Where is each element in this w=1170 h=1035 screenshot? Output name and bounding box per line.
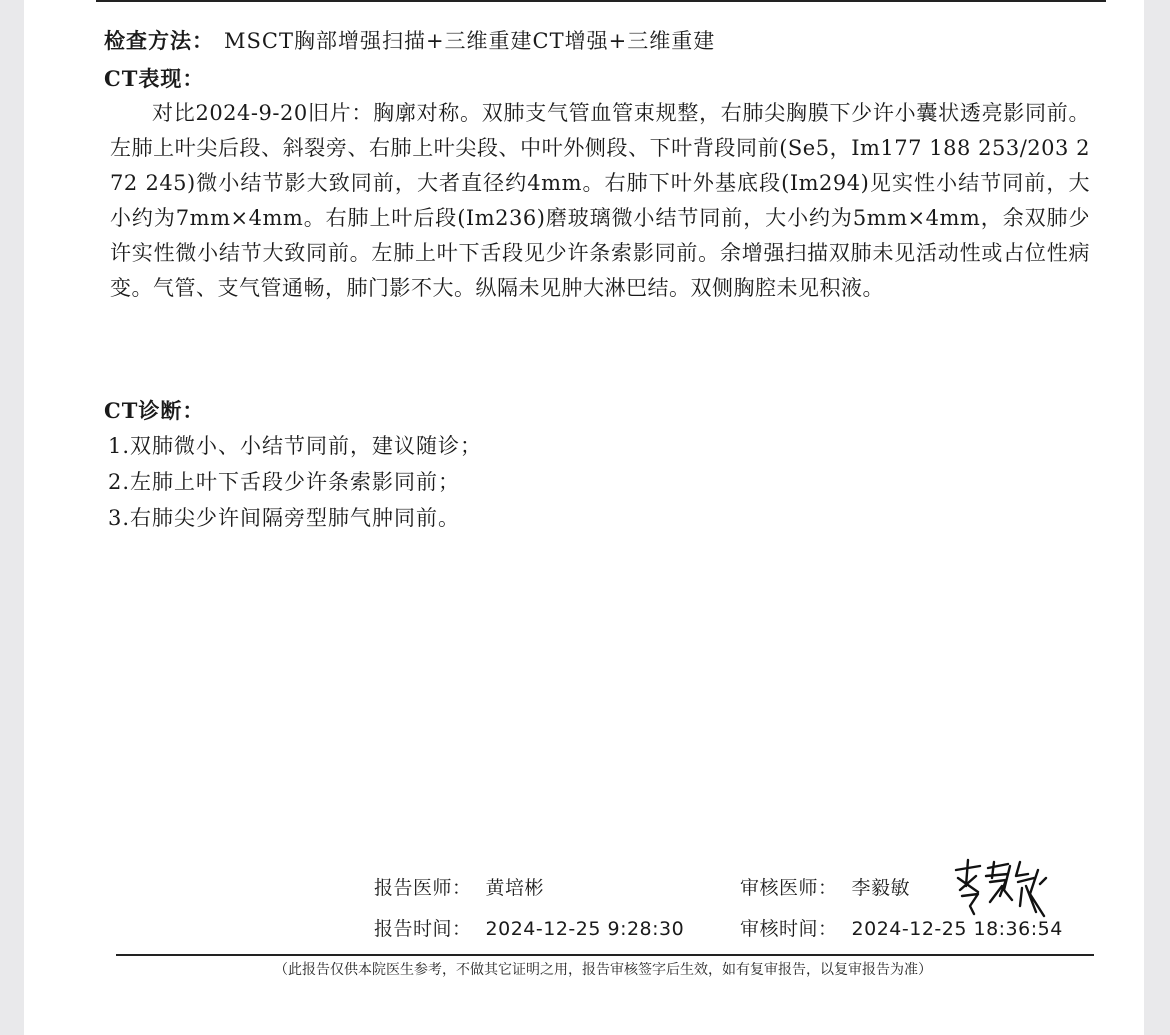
- review-time-row: [740, 916, 1063, 942]
- reporter-name: 黄培彬: [485, 877, 545, 899]
- reporter-row: [374, 875, 544, 901]
- top-divider: [96, 0, 1106, 2]
- exam-method-label: 检查方法：: [104, 28, 214, 53]
- findings-label: CT表现：: [104, 66, 205, 91]
- reporter-label: 报告医师：: [374, 877, 472, 899]
- reviewer-label: 审核医师：: [740, 877, 838, 899]
- diagnosis-list: [108, 428, 482, 536]
- disclaimer-text: （此报告仅供本院医生参考，不做其它证明之用，报告审核签字后生效，如有复审报告，以复审报告为准）: [274, 962, 932, 978]
- bottom-divider: [116, 954, 1094, 956]
- diagnosis-item-3: 3.右肺尖少许间隔旁型肺气肿同前。: [108, 506, 461, 530]
- diagnosis-item-1: 1.双肺微小、小结节同前，建议随诊；: [108, 434, 483, 458]
- reviewer-row: [740, 875, 910, 901]
- diagnosis-label: CT诊断：: [104, 398, 205, 423]
- report-time-value: 2024-12-25 9:28:30: [485, 918, 685, 940]
- reviewer-name: 李毅敏: [851, 877, 911, 899]
- handwritten-signature-icon: [950, 856, 1050, 920]
- report-time-row: [374, 916, 684, 942]
- report-time-label: 报告时间：: [374, 918, 472, 940]
- report-page: [24, 0, 1144, 1035]
- exam-method-value: MSCT胸部增强扫描+三维重建CT增强+三维重建: [224, 29, 716, 53]
- diagnosis-item-2: 2.左肺上叶下舌段少许条索影同前；: [108, 470, 461, 494]
- review-time-label: 审核时间：: [740, 918, 838, 940]
- review-time-value: 2024-12-25 18:36:54: [851, 918, 1063, 940]
- findings-text: 对比2024-9-20旧片：胸廓对称。双肺支气管血管束规整，右肺尖胸膜下少许小囊状透亮影同前。左肺上叶尖后段、斜裂旁、右肺上叶尖段、中叶外侧段、下叶背段同前(Se5，Im177 188 253/203 272 245)微小结节影大致同前，大者直径约4mm。右肺下叶外基底段(Im294)见实性小结节同前，大小约为7mm×4mm。右肺上叶后段(Im236)磨玻璃微小结节同前，大小约为5mm×4mm，余双肺少许实性微小结节大致同前。左肺上叶下舌段见少许条索影同前。余增强扫描双肺未见活动性或占位性病变。气管、支气管通畅，肺门影不大。纵隔未见肿大淋巴结。双侧胸腔未见积液。: [110, 101, 1090, 300]
- exam-method-row: [104, 26, 715, 56]
